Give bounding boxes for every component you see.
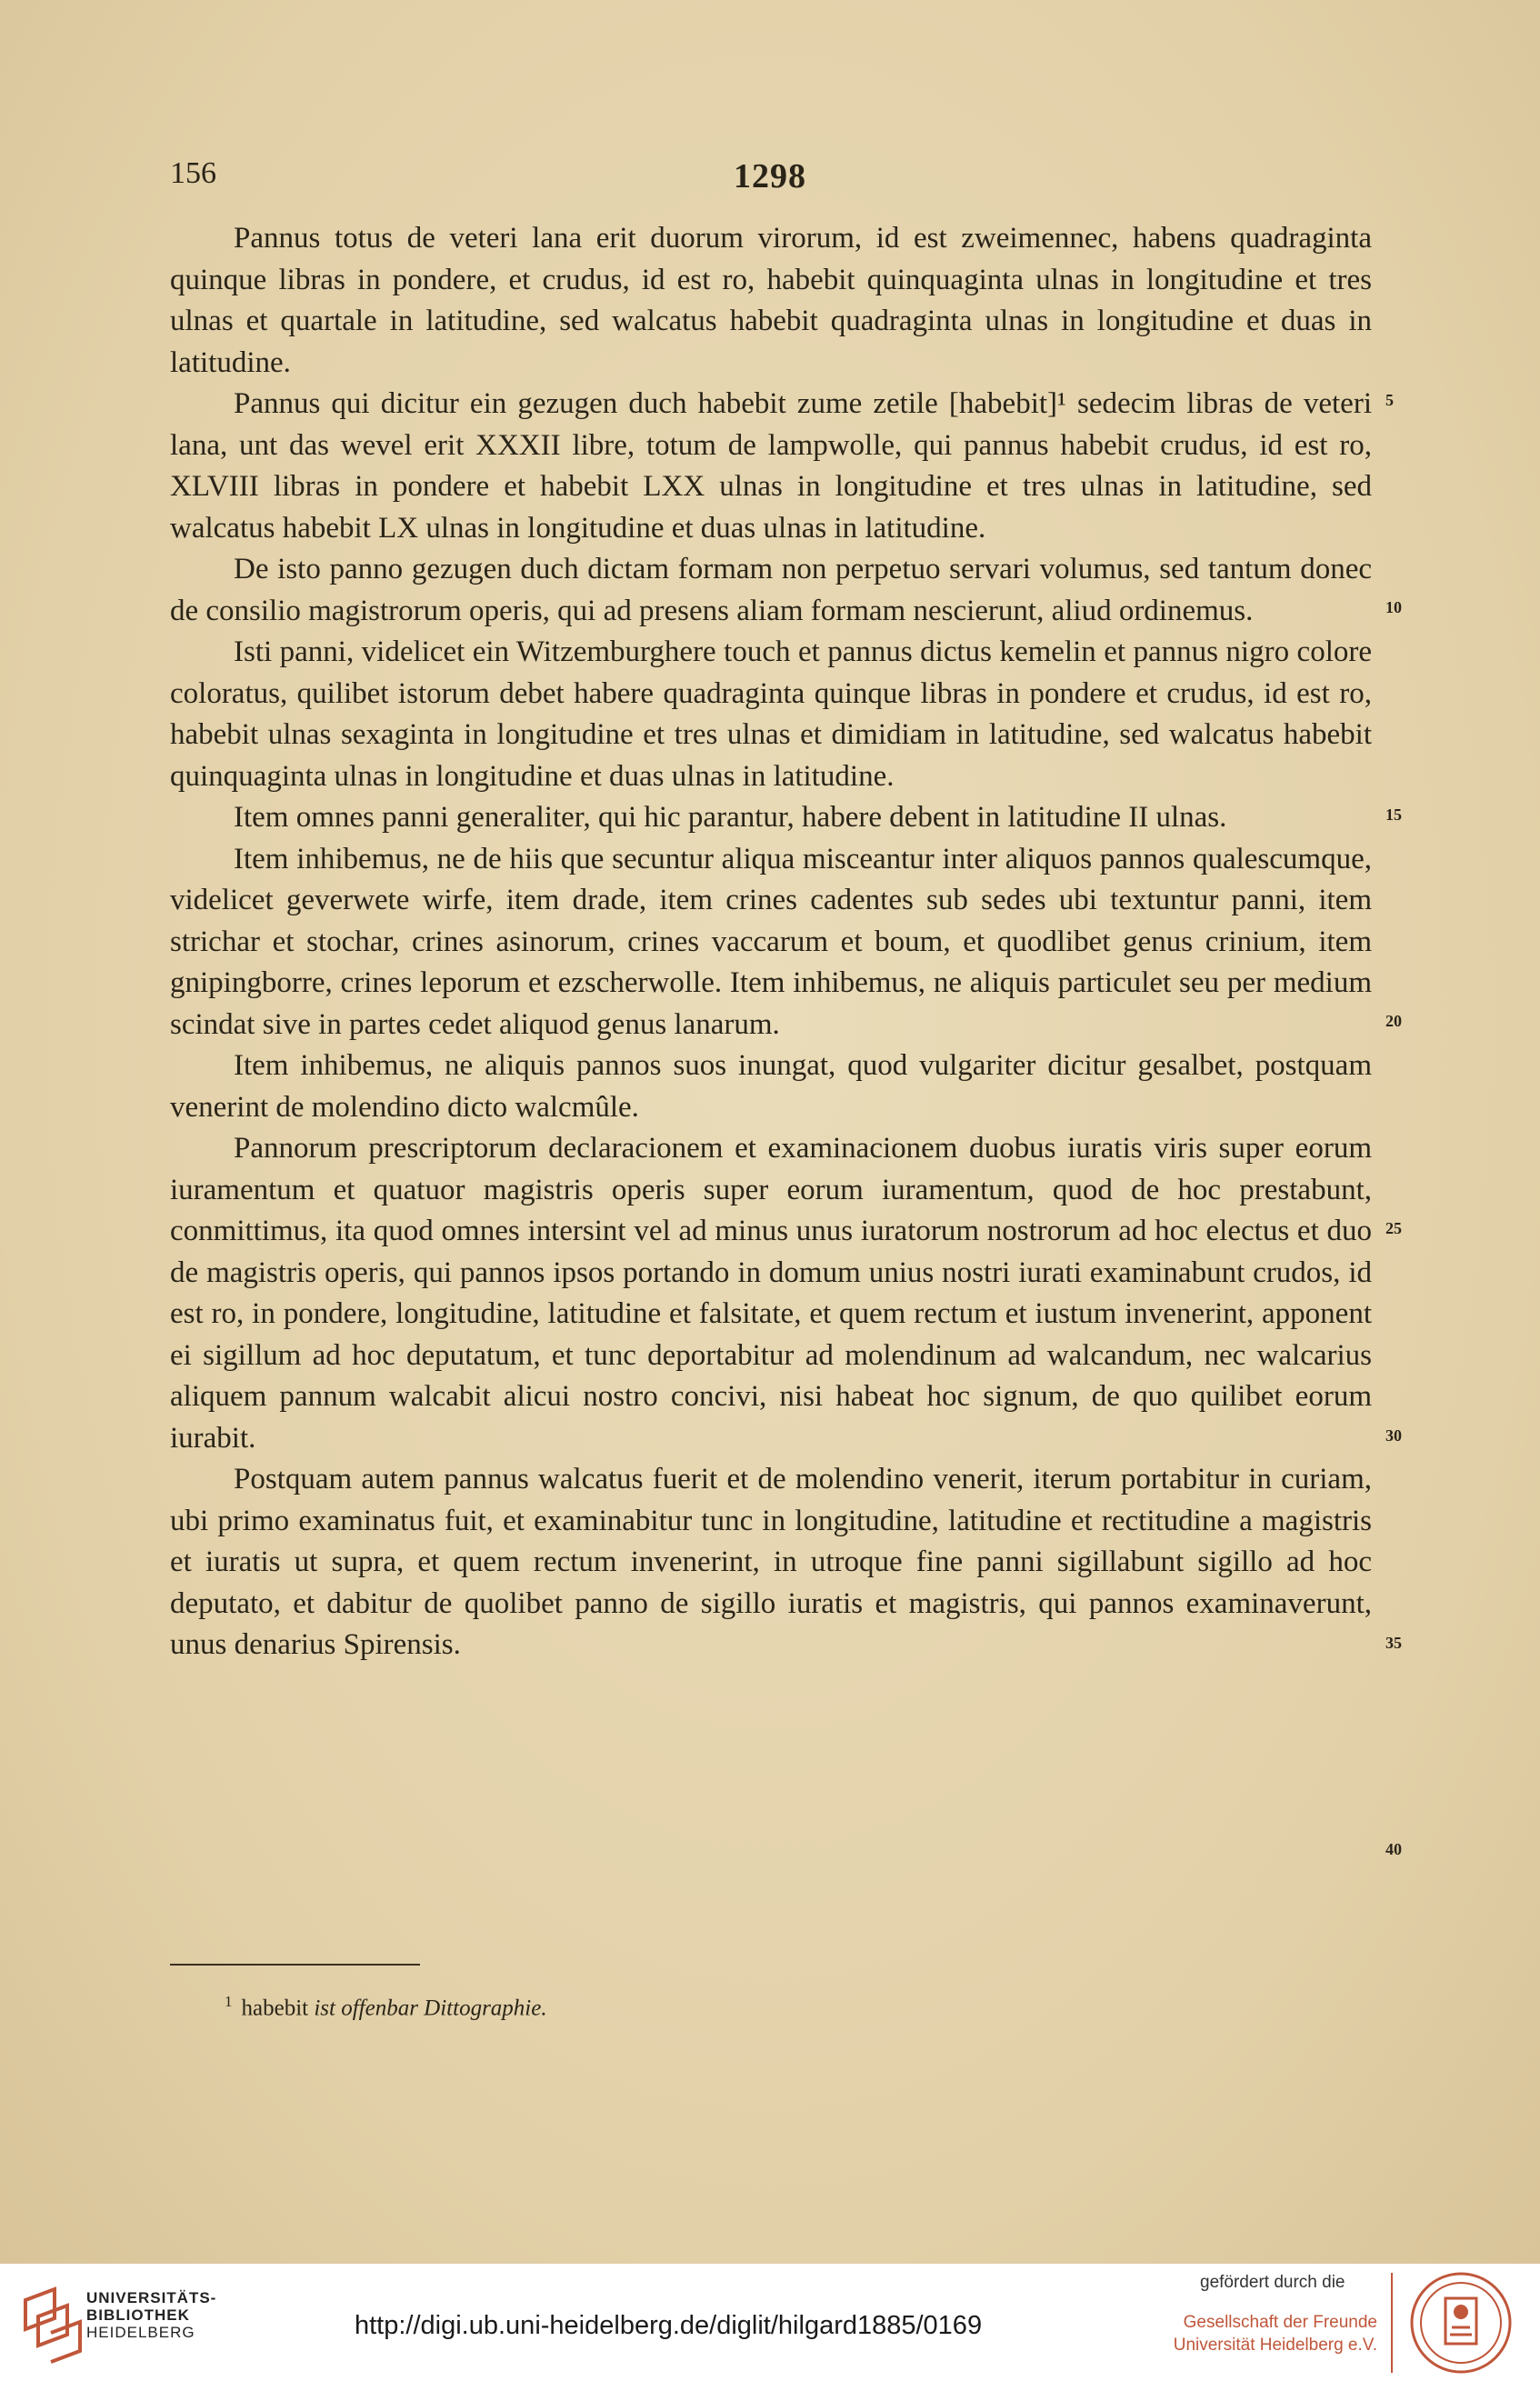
line-number: 20: [1385, 1012, 1402, 1030]
page-number: 156: [170, 156, 216, 190]
footnote: [225, 1993, 547, 2021]
footnote-divider: [170, 1964, 420, 1966]
year-heading: 1298: [734, 157, 806, 195]
paragraph: Item inhibemus, ne de hiis que secuntur aliqua misceantur inter aliquos pannos qualescumque, videlicet geverwete wirfe, item drade, item crines cadentes sub sedes ubi textuntur panni, item strichar et stochar, crines asinorum, crines vaccarum et boum, et quodlibet genus crinium, item gnipingborre, crines leporum et ezscherwolle. Item inhibemus, ne aliquis particulet seu per medium scindat sive in partes cedet aliquod genus lanarum.: [170, 842, 1372, 1041]
line-number: 10: [1385, 598, 1402, 616]
footnote-marker: 1: [225, 1993, 233, 2010]
paragraph: De isto panno gezugen duch dictam formam non perpetuo servari volumus, sed tantum donec de consilio magistrorum operis, qui ad presens aliam formam nescierunt, aliud ordinemus.: [170, 553, 1372, 627]
line-number: 5: [1385, 391, 1394, 409]
paragraph: Item inhibemus, ne aliquis pannos suos inungat, quod vulgariter dicitur gesalbet, postquam venerint de molendino dicto walcmûle.: [170, 1049, 1372, 1124]
line-number: 35: [1385, 1634, 1402, 1652]
library-logo-icon: [18, 2282, 89, 2364]
library-name: [86, 2289, 216, 2341]
line-number: 15: [1385, 805, 1402, 824]
digitization-footer: [0, 2264, 1540, 2381]
line-number: 25: [1385, 1219, 1402, 1237]
paragraph: Isti panni, videlicet ein Witzemburghere touch et pannus dictus kemelin et pannus nigro colore coloratus, quilibet istorum debet habere quadraginta quinque libras in pondere et crudus, id est ro, habebit ulnas sexaginta in longitudine et tres ulnas et dimidiam in latitudine, sed walcatus habebit quinquaginta ulnas in longitudine et duas ulnas in latitudine.: [170, 635, 1372, 793]
footnote-word: habebit: [241, 1996, 309, 2021]
paragraph: Pannus qui dicitur ein gezugen duch habebit zume zetile [habebit]¹ sedecim libras de veteri lana, unt das wevel erit XXXII libre, totum de lampwolle, qui pannus habebit crudus, id est ro, XLVIII libras in pondere et habebit LXX ulnas in longitudine et tres ulnas in latitudine, sed walcatus habebit LX ulnas in longitudine et duas ulnas in latitudine.: [170, 387, 1372, 545]
funder-name-line: Universität Heidelberg e.V.: [1173, 2336, 1377, 2355]
library-name-line: BIBLIOTHEK: [86, 2306, 190, 2324]
funder-name-line: Gesellschaft der Freunde: [1183, 2313, 1377, 2332]
body-text: [170, 218, 1372, 1666]
library-name-line: UNIVERSITÄTS-: [86, 2289, 217, 2306]
library-name-line: HEIDELBERG: [86, 2324, 195, 2341]
paragraph: Pannorum prescriptorum declaracionem et examinacionem duobus iuratis viris super eorum iuramentum et quatuor magistris operis super eorum iuramentum, quod de hoc prestabunt, conmittimus, ita quod omnes intersint vel ad minus unus iuratorum nostrorum ad hoc electus et duo de magistris operis, qui pannos ipsos portando in domum unius nostri iurati examinabunt crudos, id est ro, in pondere, longitudine, latitudine et falsitate, et quem rectum et iustum invenerint, apponent ei sigillum ad hoc deputatum, et tunc deportabitur ad molendinum ad walcandum, nec walcarius aliquem pannum walcabit alicui nostro concivi, nisi habeat hoc signum, de quo quilibet eorum iurabit.: [170, 1132, 1372, 1455]
paragraph: Item omnes panni generaliter, qui hic parantur, habere debent in latitudine II ulnas.: [234, 801, 1227, 834]
university-seal-icon: [1409, 2271, 1513, 2375]
line-number: 40: [1385, 1840, 1402, 1858]
paragraph: Postquam autem pannus walcatus fuerit et de molendino venerit, iterum portabitur in curiam, ubi primo examinatus fuit, et examinabitur tunc in longitudine, latitudine et rectitudine a magistris et iuratis ut supra, et quem rectum invenerint, in utroque fine panni sigillabunt sigillo ad hoc deputato, et dabitur de quolibet panno de sigillo iuratis et magistris, qui pannos examinaverunt, unus denarius Spirensis.: [170, 1463, 1372, 1661]
footnote-note: ist offenbar Dittographie.: [314, 1996, 547, 2021]
line-number: 30: [1385, 1426, 1402, 1445]
paragraph: Pannus totus de veteri lana erit duorum virorum, id est zweimennec, habens quadraginta quinque libras in pondere, et crudus, id est ro, habebit quinquaginta ulnas in longitudine et tres ulnas et quartale in latitudine, sed walcatus habebit quadraginta ulnas in longitudine et duas in latitudine.: [170, 222, 1372, 379]
permalink[interactable]: http://digi.ub.uni-heidelberg.de/diglit/hilgard1885/0169: [355, 2311, 983, 2340]
funder-name: [1173, 2311, 1377, 2356]
funded-by-label: gefördert durch die: [1200, 2273, 1345, 2292]
footer-divider: [1391, 2273, 1393, 2373]
page-header: [0, 156, 1540, 202]
